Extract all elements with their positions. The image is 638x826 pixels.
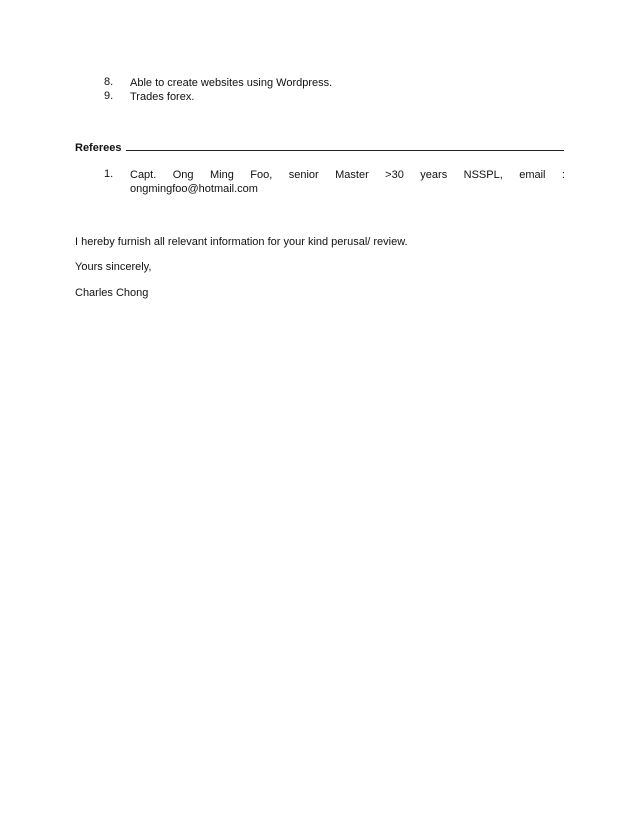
signature: Charles Chong: [75, 287, 149, 299]
referee-item: [104, 168, 565, 196]
referee-details: [130, 168, 565, 196]
referees-heading: [75, 142, 564, 154]
list-number: 8.: [104, 76, 114, 88]
list-item: [104, 76, 332, 90]
list-item-text: Trades forex.: [130, 91, 195, 103]
heading-underline: [126, 142, 564, 151]
salutation: Yours sincerely,: [75, 261, 152, 273]
list-number: 9.: [104, 90, 114, 102]
list-item: [104, 90, 194, 104]
referees-heading-label: Referees: [75, 142, 122, 154]
closing-statement: I hereby furnish all relevant information for your kind perusal/ review.: [75, 236, 408, 248]
list-number: 1.: [104, 168, 114, 180]
referee-email: ongmingfoo@hotmail.com: [130, 183, 258, 195]
referee-line-1: Capt. Ong Ming Foo, senior Master >30 years NSSPL, email :: [130, 169, 565, 181]
list-item-text: Able to create websites using Wordpress.: [130, 77, 333, 89]
